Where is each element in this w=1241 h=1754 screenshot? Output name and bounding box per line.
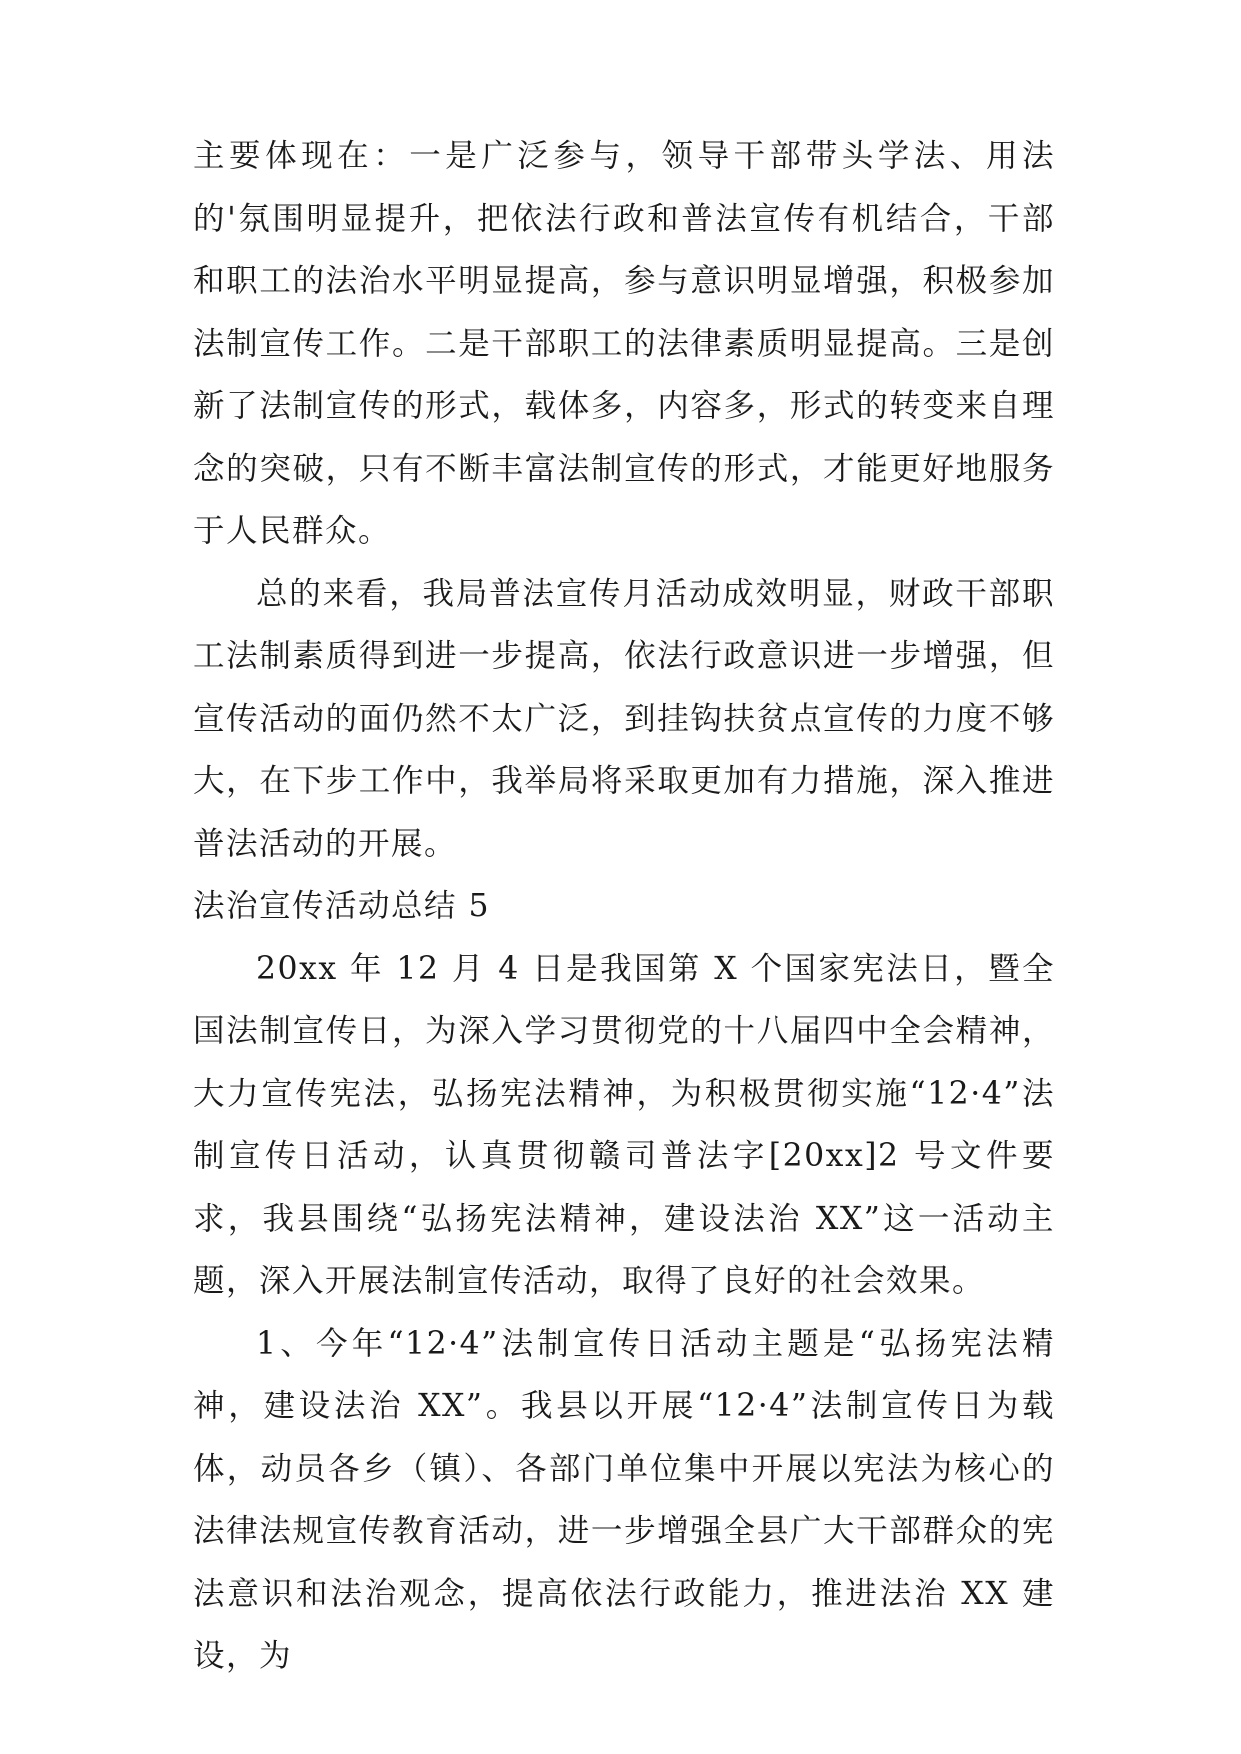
section-heading: 法治宣传活动总结 5: [193, 888, 491, 924]
paragraph-constitution-day: 20xx 年 12 月 4 日是我国第 X 个国家宪法日，暨全国法制宣传日，为深入学习贯彻党的十八届四中全会精神，大力宣传宪法，弘扬宪法精神，为积极贯彻实施“12·4”法制宣传日活动，认真贯彻赣司普法字[20xx]2 号文件要求，我县围绕“弘扬宪法精神，建设法治 XX”这一活动主题，深入开展法制宣传活动，取得了良好的社会效果。: [193, 950, 1055, 1299]
document-body: [193, 125, 1055, 1688]
paragraph-achievements: 主要体现在：一是广泛参与，领导干部带头学法、用法的'氛围明显提升，把依法行政和普法宣传有机结合，干部和职工的法治水平明显提高，参与意识明显增强，积极参加法制宣传工作。二是干部职工的法律素质明显提高。三是创新了法制宣传的形式，载体多，内容多，形式的转变来自理念的突破，只有不断丰富法制宣传的形式，才能更好地服务于人民群众。: [193, 138, 1055, 549]
paragraph-overall-summary: 总的来看，我局普法宣传月活动成效明显，财政干部职工法制素质得到进一步提高，依法行政意识进一步增强，但宣传活动的面仍然不太广泛，到挂钩扶贫点宣传的力度不够大，在下步工作中，我举局将采取更加有力措施，深入推进普法活动的开展。: [193, 575, 1055, 862]
paragraph-activity-theme: 1、今年“12·4”法制宣传日活动主题是“弘扬宪法精神，建设法治 XX”。我县以开展“12·4”法制宣传日为载体，动员各乡（镇）、各部门单位集中开展以宪法为核心的法律法规宣传教育活动，进一步增强全县广大干部群众的宪法意识和法治观念，提高依法行政能力，推进法治 XX 建设，为: [193, 1325, 1055, 1674]
